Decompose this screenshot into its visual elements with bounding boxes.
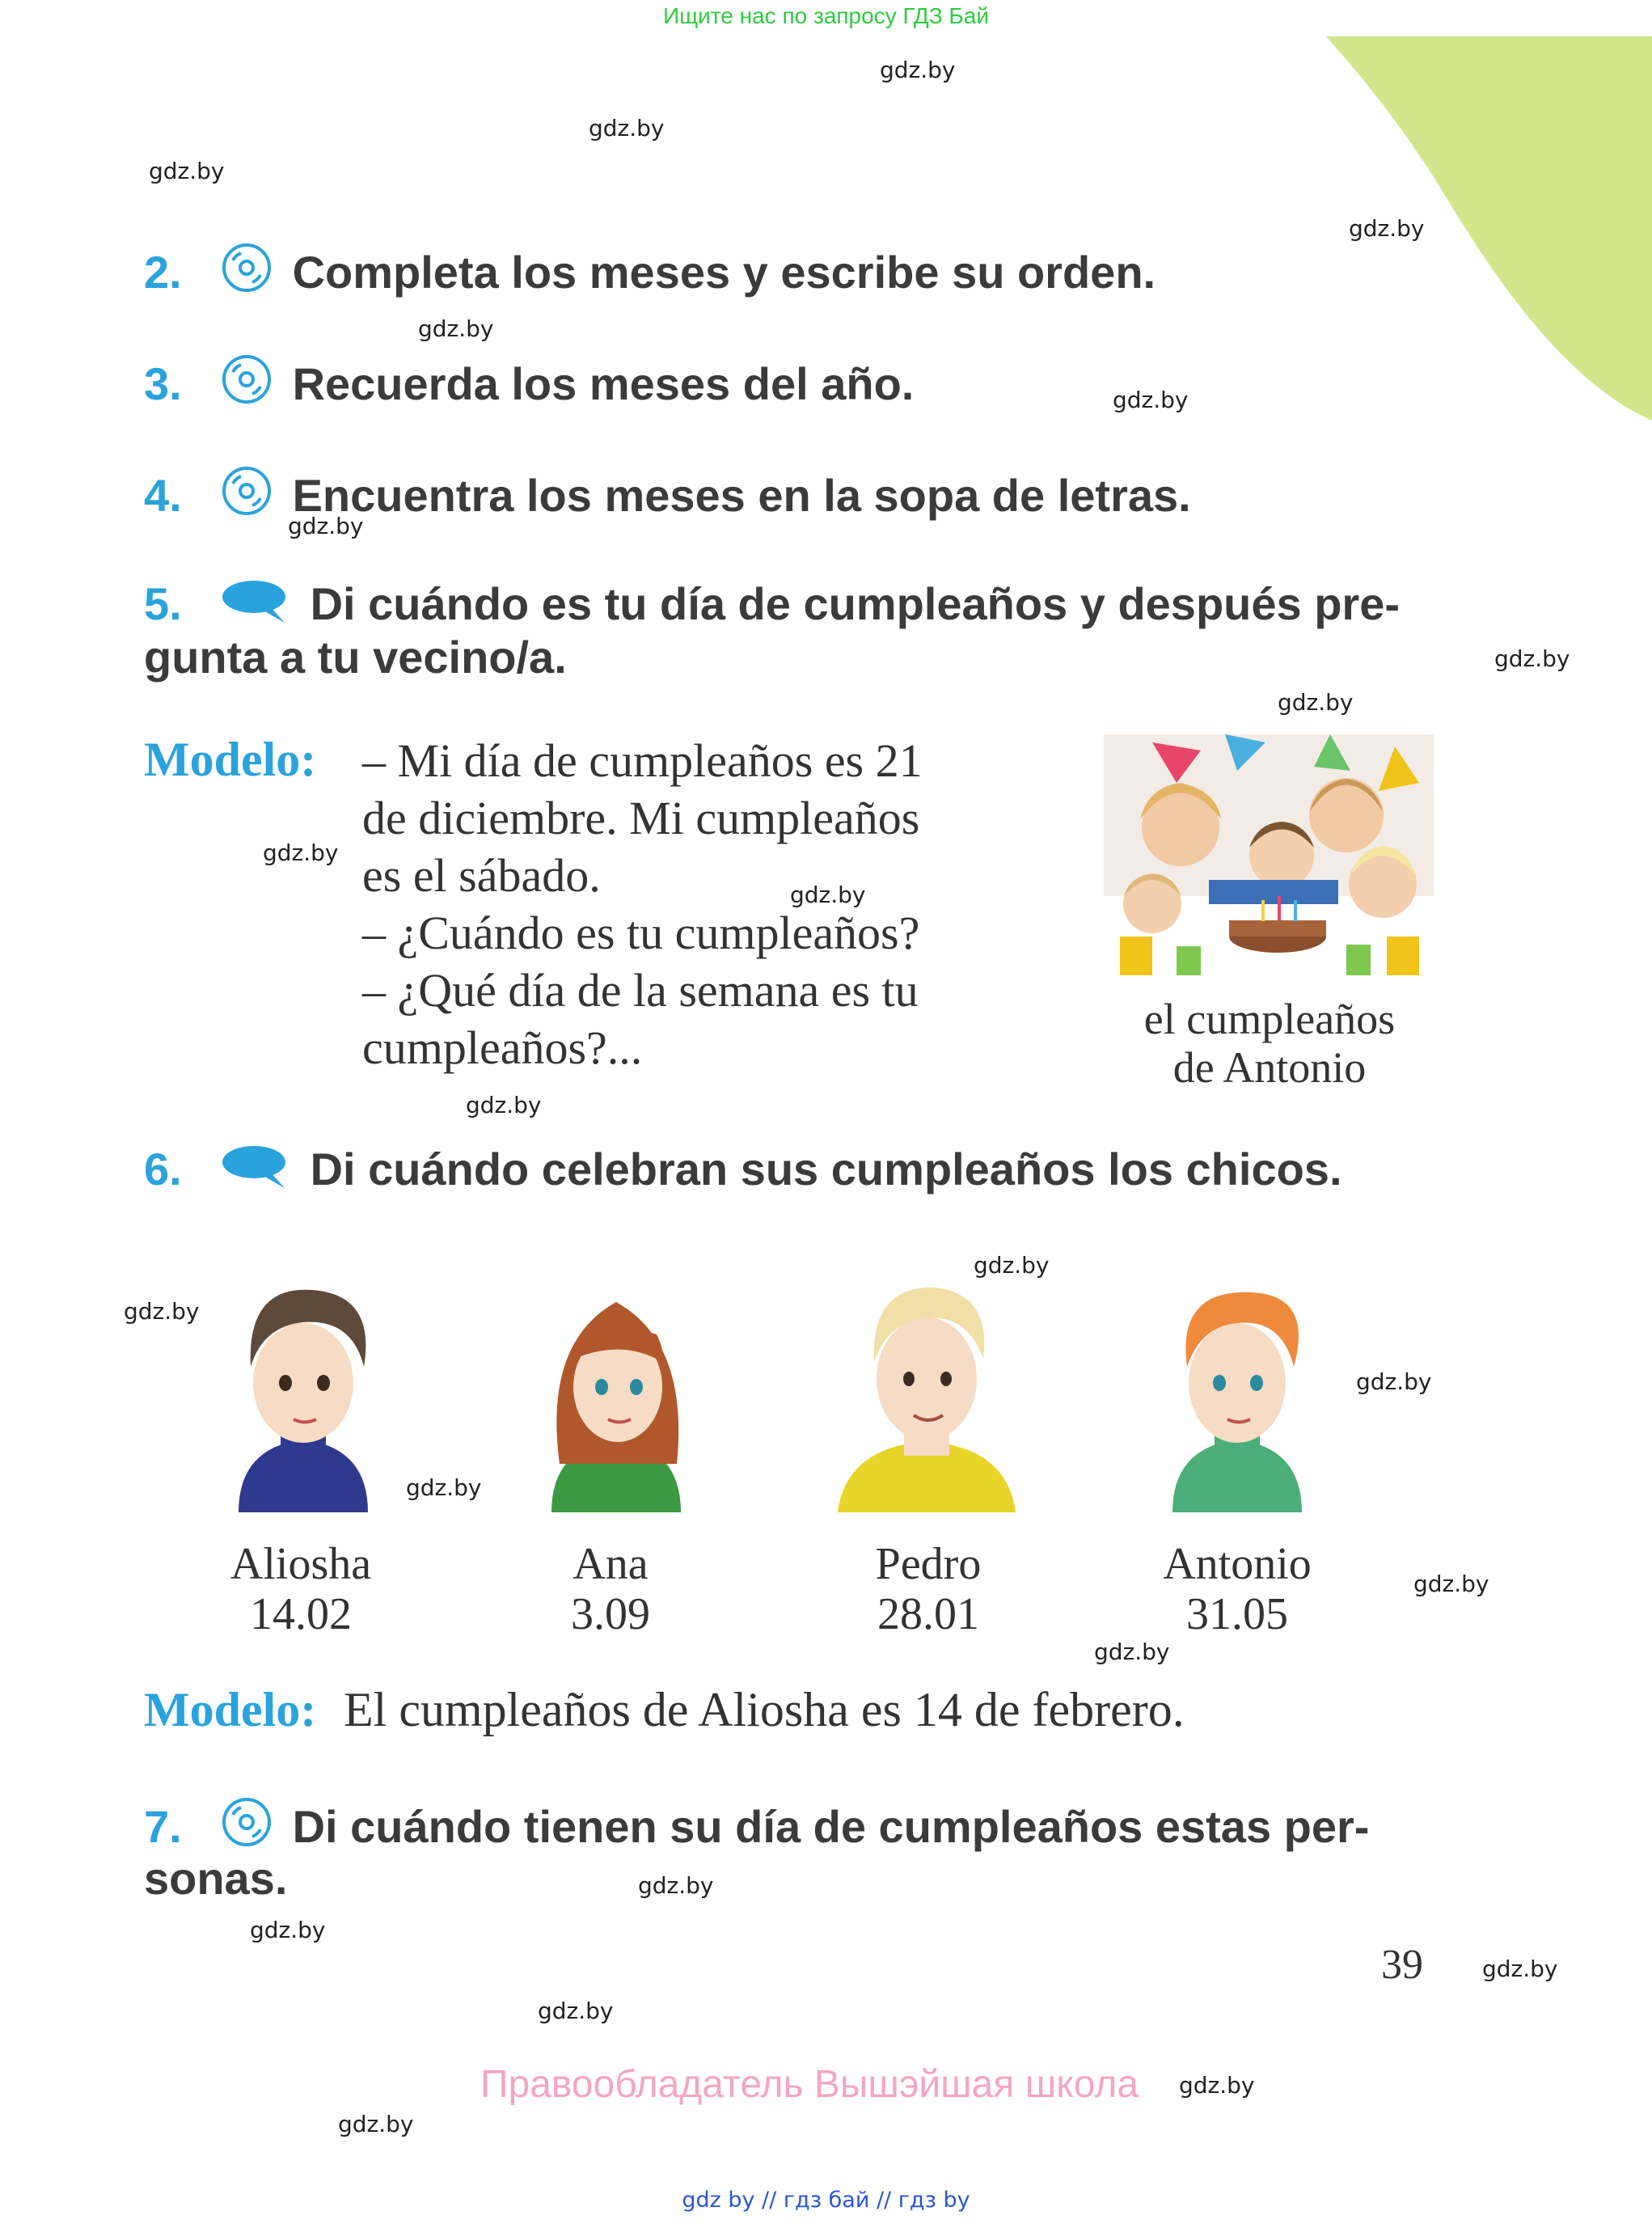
exercise-4 <box>144 466 1191 527</box>
watermark: gdz.by <box>1413 1571 1489 1597</box>
page-number: 39 <box>1381 1942 1423 1988</box>
caption-line: de Antonio <box>1172 1043 1367 1092</box>
watermark: gdz.by <box>149 158 225 184</box>
watermark: gdz.by <box>880 57 956 83</box>
kid-name: Pedro <box>875 1539 982 1589</box>
watermark: gdz.by <box>589 115 665 142</box>
kid-label <box>180 1539 422 1639</box>
exercise-number: 7. <box>144 1801 182 1852</box>
watermark: gdz.by <box>1349 215 1425 242</box>
exercise-3 <box>144 354 914 416</box>
modelo-label: Modelo: <box>144 1683 317 1736</box>
exercise-7 <box>144 1797 1369 1858</box>
kid-date: 31.05 <box>1186 1589 1288 1639</box>
modelo-example: El cumpleaños de Aliosha es 14 de febrero. <box>344 1683 1185 1736</box>
dialog-line: cumpleaños?... <box>362 1021 643 1074</box>
exercise-number: 5. <box>144 578 182 629</box>
modelo-label: Modelo: <box>144 733 317 786</box>
watermark: gdz.by <box>250 1917 326 1943</box>
dialog-line: – ¿Qué día de la semana es tu <box>362 964 919 1017</box>
watermark: gdz.by <box>288 513 364 539</box>
kid-label <box>489 1539 732 1639</box>
exercise-instruction-line1: Di cuándo tienen su día de cumpleaños estas per- <box>292 1801 1370 1852</box>
watermark: gdz.by <box>406 1474 482 1501</box>
footer-links[interactable]: gdz by // гдз бай // гдз by <box>682 2188 970 2213</box>
birthday-photo <box>1104 734 1434 975</box>
exercise-number: 4. <box>144 470 182 521</box>
watermark: gdz.by <box>466 1092 542 1118</box>
dialog-line: es el sábado. <box>362 849 601 902</box>
exercise-5-line2: gunta a tu vecino/a. <box>144 632 567 683</box>
exercise-7-line2: sonas. <box>144 1853 288 1904</box>
watermark: gdz.by <box>1113 387 1189 413</box>
watermark: gdz.by <box>1356 1368 1432 1395</box>
cd-audio-icon <box>222 466 272 527</box>
dialog-line: – ¿Cuándo es tu cumpleaños? <box>362 907 920 959</box>
watermark: gdz.by <box>1278 689 1354 716</box>
model-dialog <box>362 732 1074 1076</box>
exercise-number: 2. <box>144 247 182 298</box>
kid-date: 28.01 <box>877 1589 979 1639</box>
kid-label <box>1116 1539 1358 1639</box>
top-banner[interactable]: Ищите нас по запросу ГДЗ Бай <box>662 3 990 28</box>
watermark: gdz.by <box>338 2111 414 2137</box>
watermark: gdz.by <box>418 315 494 342</box>
kid-date: 14.02 <box>250 1589 352 1639</box>
watermark: gdz.by <box>538 1998 614 2024</box>
kid-portrait-aliosha <box>206 1270 400 1512</box>
exercise-instruction: Completa los meses y escribe su orden. <box>292 247 1156 298</box>
kid-name: Antonio <box>1163 1539 1312 1589</box>
dialog-line: – Mi día de cumpleaños es 21 <box>362 734 923 787</box>
watermark: gdz.by <box>974 1252 1050 1279</box>
speech-bubble-icon <box>222 579 289 636</box>
exercise-instruction-line1: Di cuándo es tu día de cumpleaños y después pre- <box>310 578 1401 629</box>
watermark: gdz.by <box>1094 1638 1170 1665</box>
corner-decoration <box>1318 0 1652 421</box>
kid-date: 3.09 <box>571 1589 650 1639</box>
kid-portrait-antonio <box>1140 1270 1334 1512</box>
cd-audio-icon <box>222 354 272 416</box>
watermark: gdz.by <box>638 1872 714 1899</box>
kid-label <box>807 1539 1050 1639</box>
watermark: gdz.by <box>124 1298 200 1325</box>
exercise-instruction: Recuerda los meses del año. <box>292 358 915 409</box>
watermark: gdz.by <box>1179 2072 1255 2099</box>
cd-audio-icon <box>222 1797 272 1858</box>
kid-portrait-ana <box>519 1270 713 1512</box>
exercise-5 <box>144 577 1400 636</box>
dialog-line: de diciembre. Mi cumpleaños <box>362 792 920 844</box>
watermark: gdz.by <box>263 839 339 866</box>
watermark: gdz.by <box>1482 1956 1558 1982</box>
kid-name: Ana <box>572 1539 649 1589</box>
rights-holder: Правообладатель Вышэйшая школа <box>480 2063 1139 2106</box>
photo-caption <box>1075 995 1464 1092</box>
watermark: gdz.by <box>1494 645 1570 672</box>
kid-name: Aliosha <box>230 1539 372 1589</box>
exercise-2 <box>144 243 1156 304</box>
speech-bubble-icon <box>222 1144 289 1201</box>
exercise-number: 6. <box>144 1144 182 1194</box>
exercise-6 <box>144 1143 1342 1201</box>
exercise-number: 3. <box>144 358 182 409</box>
exercise-instruction: Di cuándo celebran sus cumpleaños los chicos. <box>310 1144 1342 1194</box>
watermark: gdz.by <box>790 882 866 908</box>
cd-audio-icon <box>222 243 272 304</box>
kid-portrait-pedro <box>830 1270 1024 1512</box>
exercise-instruction: Encuentra los meses en la sopa de letras. <box>292 470 1191 521</box>
caption-line: el cumpleaños <box>1143 995 1396 1043</box>
